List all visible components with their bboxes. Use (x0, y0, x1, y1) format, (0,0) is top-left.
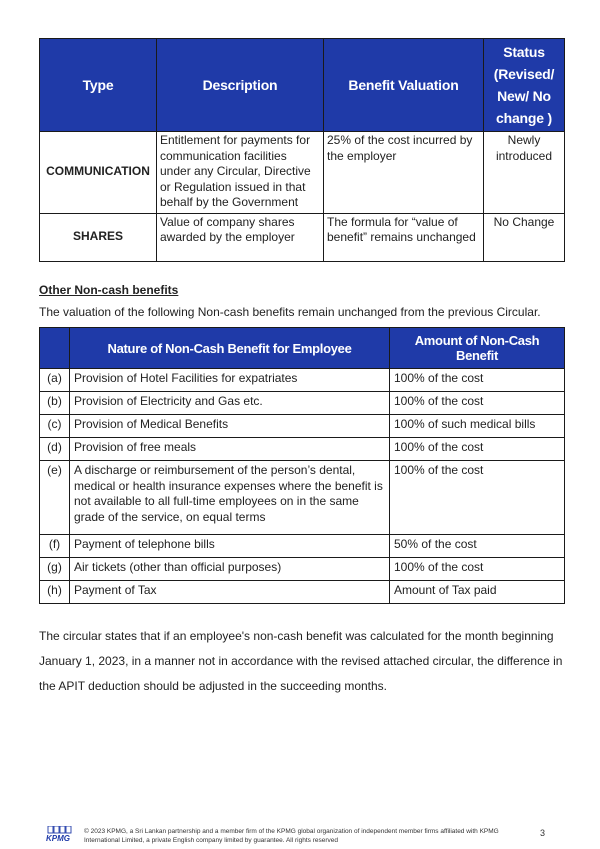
valuation-cell: 25% of the cost incurred by the employer (324, 132, 484, 214)
header-type: Type (40, 39, 157, 132)
header-amount: Amount of Non-Cash Benefit (390, 328, 565, 369)
table-row (40, 213, 565, 261)
valuation-cell: The formula for “value of benefit” remains unchanged (324, 213, 484, 261)
row-label: (c) (40, 415, 70, 438)
nature-cell: Provision of free meals (70, 438, 390, 461)
section-intro: The valuation of the following Non-cash benefits remain unchanged from the previous Circular. (39, 305, 541, 319)
nature-cell: Provision of Medical Benefits (70, 415, 390, 438)
header-nature: Nature of Non-Cash Benefit for Employee (70, 328, 390, 369)
table-row (40, 535, 565, 558)
benefits-table-header-row (40, 39, 565, 132)
table-row (40, 461, 565, 535)
row-label: (h) (40, 581, 70, 604)
table-row (40, 581, 565, 604)
table-row (40, 415, 565, 438)
description-cell: Value of company shares awarded by the employer (157, 213, 324, 261)
non-cash-table-header-row (40, 328, 565, 369)
row-label: (e) (40, 461, 70, 535)
table-row (40, 369, 565, 392)
amount-cell: Amount of Tax paid (390, 581, 565, 604)
amount-cell: 100% of such medical bills (390, 415, 565, 438)
type-cell: COMMUNICATION (40, 132, 157, 214)
amount-cell: 100% of the cost (390, 369, 565, 392)
nature-cell: Provision of Electricity and Gas etc. (70, 392, 390, 415)
header-description: Description (157, 39, 324, 132)
nature-cell: Air tickets (other than official purposes) (70, 558, 390, 581)
kpmg-logo (46, 826, 76, 842)
amount-cell: 100% of the cost (390, 558, 565, 581)
header-status: Status (Revised/ New/ No change ) (484, 39, 565, 132)
nature-cell: Payment of Tax (70, 581, 390, 604)
amount-cell: 100% of the cost (390, 392, 565, 415)
nature-cell: Provision of Hotel Facilities for expatriates (70, 369, 390, 392)
header-benefit-valuation: Benefit Valuation (324, 39, 484, 132)
description-cell: Entitlement for payments for communication facilities under any Circular, Directive or Regulation issued in that behalf by the Government (157, 132, 324, 214)
row-label: (f) (40, 535, 70, 558)
nature-cell: A discharge or reimbursement of the person’s dental, medical or health insurance expenses where the benefit is not available to all full-time employees on in the same grade of the service, on equal terms (70, 461, 390, 535)
page-number: 3 (540, 828, 546, 838)
section-title: Other Non-cash benefits (39, 283, 179, 297)
table-row (40, 392, 565, 415)
table-row (40, 558, 565, 581)
amount-cell: 100% of the cost (390, 461, 565, 535)
conclusion-paragraph: The circular states that if an employee's non-cash benefit was calculated for the month beginning January 1, 2023, in a manner not in accordance with the revised attached circular, the difference in the APIT deduction should be adjusted in the succeeding months. (39, 629, 563, 693)
row-label: (d) (40, 438, 70, 461)
row-label: (b) (40, 392, 70, 415)
nature-cell: Payment of telephone bills (70, 535, 390, 558)
row-label: (g) (40, 558, 70, 581)
amount-cell: 100% of the cost (390, 438, 565, 461)
table-row (40, 132, 565, 214)
amount-cell: 50% of the cost (390, 535, 565, 558)
footer-copyright: © 2023 KPMG, a Sri Lankan partnership and a member firm of the KPMG global organization of independent member firms affiliated with KPMG International Limited, a private English company limited by guarantee. All rights reserved (84, 828, 499, 844)
status-cell: Newly introduced (484, 132, 565, 214)
logo-text: KPMG (46, 834, 70, 842)
header-label (40, 328, 70, 369)
table-row (40, 438, 565, 461)
type-cell: SHARES (40, 213, 157, 261)
status-cell: No Change (484, 213, 565, 261)
benefits-table (39, 38, 565, 262)
row-label: (a) (40, 369, 70, 392)
non-cash-benefits-table (39, 327, 565, 604)
